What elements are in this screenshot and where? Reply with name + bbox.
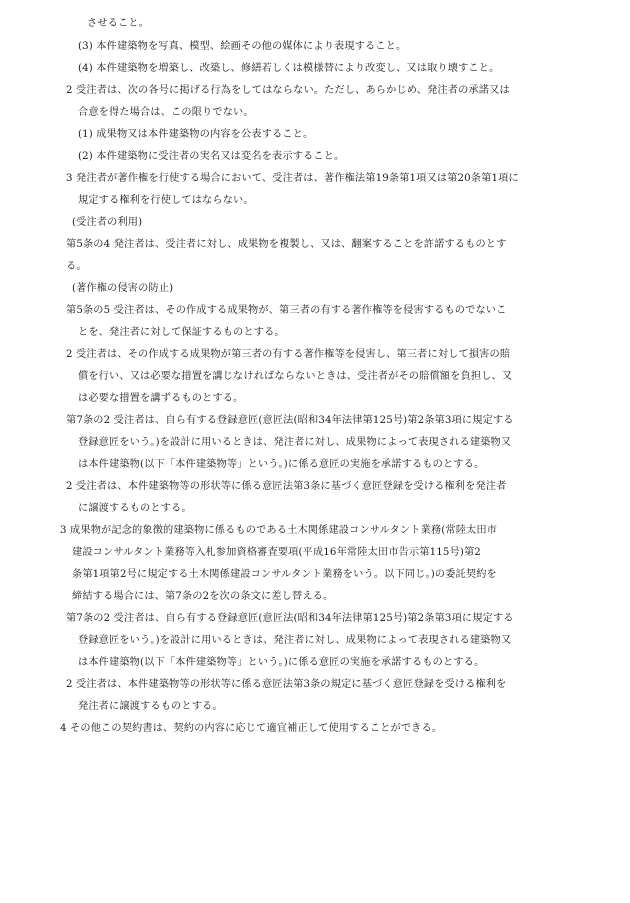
- text-line: 条第1項第2号に規定する土木関係建設コンサルタント業務をいう。以下同じ。)の委託契約を: [72, 569, 497, 580]
- text-line: 第7条の2 受注者は、自ら有する登録意匠(意匠法(昭和34年法律第125号)第2条第3項に規定する: [66, 613, 514, 624]
- text-line: させること。: [87, 18, 150, 29]
- section-heading: (著作権の侵害の防止): [72, 283, 174, 294]
- text-line: 2 受注者は、次の各号に掲げる行為をしてはならない。ただし、あらかじめ、発注者の承諾又は: [66, 85, 510, 96]
- text-line: は本件建築物(以下「本件建築物等」という。)に係る意匠の実施を承諾するものとする。: [78, 657, 485, 668]
- text-line: (1) 成果物又は本件建築物の内容を公表すること。: [78, 129, 314, 140]
- section-heading: (受注者の利用): [72, 217, 143, 228]
- text-line: 4 その他この契約書は、契約の内容に応じて適宜補正して使用することができる。: [60, 723, 443, 734]
- text-line: 規定する権利を行使してはならない。: [78, 195, 254, 206]
- text-line: とを、発注者に対して保証するものとする。: [78, 327, 285, 338]
- text-line: 第7条の2 受注者は、自ら有する登録意匠(意匠法(昭和34年法律第125号)第2条第3項に規定する: [66, 415, 514, 426]
- text-line: は必要な措置を講ずるものとする。: [78, 393, 244, 404]
- text-line: 締結する場合には、第7条の2を次の条文に差し替える。: [72, 591, 334, 602]
- text-line: る。: [66, 261, 87, 272]
- text-line: 登録意匠をいう。)を設計に用いるときは、発注者に対し、成果物によって表現される建築物又: [78, 437, 512, 448]
- text-line: 2 受注者は、その作成する成果物が第三者の有する著作権等を侵害し、第三者に対して損害の賠: [66, 349, 511, 360]
- text-line: (2) 本件建築物に受注者の実名又は変名を表示すること。: [78, 151, 345, 162]
- text-line: 2 受注者は、本件建築物等の形状等に係る意匠法第3条に基づく意匠登録を受ける権利を発注者: [66, 481, 507, 492]
- text-line: 建設コンサルタント業務等入札参加資格審査要項(平成16年常陸太田市告示第115号)第2: [72, 547, 481, 558]
- text-line: 第5条の4 発注者は、受注者に対し、成果物を複製し、又は、翻案することを許諾するものとす: [66, 239, 507, 250]
- text-line: (3) 本件建築物を写真、模型、絵画その他の媒体により表現すること。: [78, 41, 407, 52]
- text-line: 2 受注者は、本件建築物等の形状等に係る意匠法第3条の規定に基づく意匠登録を受ける権利を: [66, 679, 507, 690]
- text-line: 登録意匠をいう。)を設計に用いるときは、発注者に対し、成果物によって表現される建築物又: [78, 635, 512, 646]
- text-line: は本件建築物(以下「本件建築物等」という。)に係る意匠の実施を承諾するものとする。: [78, 459, 485, 470]
- text-line: 3 成果物が記念的象徴的建築物に係るものである土木関係建設コンサルタント業務(常陸太田市: [60, 525, 498, 536]
- text-line: 償を行い、又は必要な措置を講じなければならないときは、受注者がその賠償額を負担し、又: [78, 371, 513, 382]
- text-line: 合意を得た場合は、この限りでない。: [78, 107, 254, 118]
- text-line: 発注者に譲渡するものとする。: [78, 701, 223, 712]
- text-line: 第5条の5 受注者は、その作成する成果物が、第三者の有する著作権等を侵害するものでないこ: [66, 305, 507, 316]
- text-line: に譲渡するものとする。: [78, 503, 192, 514]
- text-line: (4) 本件建築物を増築し、改築し、修繕若しくは模様替により改変し、又は取り壊すこと。: [78, 63, 500, 74]
- text-line: 3 発注者が著作権を行使する場合において、受注者は、著作権法第19条第1項又は第20条第1項に: [66, 173, 519, 184]
